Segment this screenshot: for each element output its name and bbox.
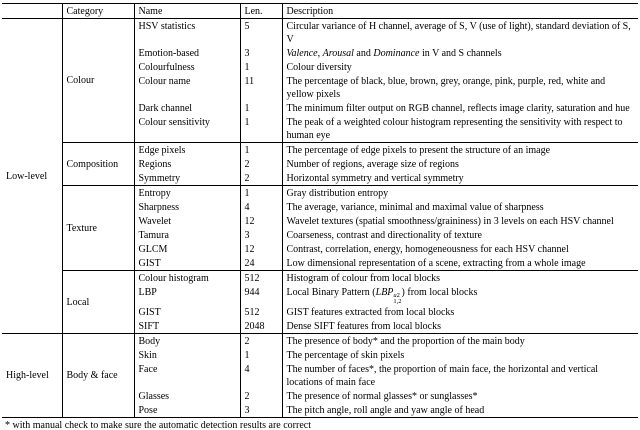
description-cell: Circular variance of H channel, average of S, V (use of light), standard deviation of S, V xyxy=(286,20,631,45)
description-cell: Coarseness, contrast and directionality of texture xyxy=(286,229,482,241)
header-len: Len. xyxy=(240,4,282,19)
len-cell: 512 xyxy=(240,305,282,319)
len-cell: 1 xyxy=(240,186,282,201)
len-cell: 1 xyxy=(240,60,282,74)
category-cell: Local xyxy=(62,271,134,334)
header-group xyxy=(2,4,62,19)
description-cell: Dense SIFT features from local blocks xyxy=(286,320,441,332)
description-cell: Histogram of colour from local blocks xyxy=(282,271,638,286)
feature-name-cell: Colour name xyxy=(134,74,240,101)
feature-name-cell: LBP xyxy=(134,285,240,305)
feature-name-cell: Face xyxy=(134,362,240,389)
feature-name-cell: GIST xyxy=(134,305,240,319)
category-cell: Colour xyxy=(62,19,134,143)
description-cell: Wavelet textures (spatial smoothness/graininess) in 3 levels on each HSV channel xyxy=(286,215,614,227)
header-name: Name xyxy=(134,4,240,19)
description-cell: GIST features extracted from local blocks xyxy=(286,306,455,318)
description-cell: The presence of body* and the proportion of the main body xyxy=(282,334,638,349)
len-cell: 4 xyxy=(240,200,282,214)
description-cell: The percentage of edge pixels to present the structure of an image xyxy=(282,143,638,158)
len-cell: 3 xyxy=(240,228,282,242)
description-cell: The presence of normal glasses* or sunglasses* xyxy=(286,390,478,402)
feature-name-cell: Colour histogram xyxy=(134,271,240,286)
len-cell: 12 xyxy=(240,242,282,256)
description-cell: Valence, Arousal and Dominance in V and S channels xyxy=(286,47,502,59)
description-cell: The percentage of skin pixels xyxy=(286,349,405,361)
description-cell: Number of regions, average size of regions xyxy=(286,158,459,170)
header-row xyxy=(2,4,638,19)
len-cell: 1 xyxy=(240,348,282,362)
description-cell: The number of faces*, the proportion of main face, the horizontal and vertical locations of main face xyxy=(286,363,599,388)
description-cell: The percentage of black, blue, brown, grey, orange, pink, purple, red, white and yellow pixels xyxy=(286,75,606,100)
description-cell: Horizontal symmetry and vertical symmetry xyxy=(286,172,464,184)
len-cell: 3 xyxy=(240,46,282,60)
feature-name-cell: Symmetry xyxy=(134,171,240,186)
header-category: Category xyxy=(62,4,134,19)
description-cell: Low dimensional representation of a scene, extracting from a whole image xyxy=(286,257,586,269)
len-cell: 11 xyxy=(240,74,282,101)
len-cell: 2 xyxy=(240,334,282,349)
description-cell: Contrast, correlation, energy, homogeneousness for each HSV channel xyxy=(286,243,569,255)
feature-name-cell: HSV statistics xyxy=(134,19,240,47)
len-cell: 4 xyxy=(240,362,282,389)
feature-name-cell: Colour sensitivity xyxy=(134,115,240,143)
description-cell: The average, variance, minimal and maximal value of sharpness xyxy=(286,201,544,213)
group-cell: High-level xyxy=(2,334,62,418)
len-cell: 1 xyxy=(240,101,282,115)
feature-name-cell: Skin xyxy=(134,348,240,362)
table-row xyxy=(2,334,638,349)
feature-name-cell: Regions xyxy=(134,157,240,171)
feature-name-cell: GIST xyxy=(134,256,240,271)
feature-name-cell: Wavelet xyxy=(134,214,240,228)
table-row xyxy=(2,143,638,158)
len-cell: 2048 xyxy=(240,319,282,334)
table-row xyxy=(2,19,638,47)
feature-name-cell: Emotion-based xyxy=(134,46,240,60)
feature-name-cell: Colourfulness xyxy=(134,60,240,74)
feature-name-cell: GLCM xyxy=(134,242,240,256)
description-cell: The pitch angle, roll angle and yaw angle of head xyxy=(286,404,485,416)
len-cell: 1 xyxy=(240,115,282,143)
len-cell: 1 xyxy=(240,143,282,158)
feature-name-cell: Glasses xyxy=(134,389,240,403)
description-cell: Colour diversity xyxy=(286,61,352,73)
table-row xyxy=(2,186,638,201)
description-cell: The peak of a weighted colour histogram representing the sensitivity with respect to human eye xyxy=(286,116,623,141)
len-cell: 2 xyxy=(240,171,282,186)
len-cell: 2 xyxy=(240,157,282,171)
feature-name-cell: Edge pixels xyxy=(134,143,240,158)
feature-name-cell: Sharpness xyxy=(134,200,240,214)
description-cell: The minimum filter output on RGB channel, reflects image clarity, saturation and hue xyxy=(286,102,630,114)
feature-name-cell: Entropy xyxy=(134,186,240,201)
table-row xyxy=(2,271,638,286)
len-cell: 944 xyxy=(240,285,282,305)
feature-name-cell: Dark channel xyxy=(134,101,240,115)
footnote: * with manual check to make sure the automatic detection results are correct xyxy=(5,420,311,430)
len-cell: 3 xyxy=(240,403,282,418)
description-cell: Gray distribution entropy xyxy=(282,186,638,201)
feature-name-cell: Tamura xyxy=(134,228,240,242)
feature-name-cell: Pose xyxy=(134,403,240,418)
len-cell: 24 xyxy=(240,256,282,271)
len-cell: 5 xyxy=(240,19,282,47)
category-cell: Body & face xyxy=(62,334,134,418)
feature-name-cell: Body xyxy=(134,334,240,349)
len-cell: 2 xyxy=(240,389,282,403)
description-cell: Local Binary Pattern (LBP u2 1,2 ) from local blocks xyxy=(286,286,478,305)
len-cell: 12 xyxy=(240,214,282,228)
len-cell: 512 xyxy=(240,271,282,286)
table-body xyxy=(2,19,638,418)
category-cell: Texture xyxy=(62,186,134,271)
features-table xyxy=(2,3,638,418)
header-description: Description xyxy=(282,4,638,19)
group-cell: Low-level xyxy=(2,19,62,334)
feature-name-cell: SIFT xyxy=(134,319,240,334)
category-cell: Composition xyxy=(62,143,134,186)
